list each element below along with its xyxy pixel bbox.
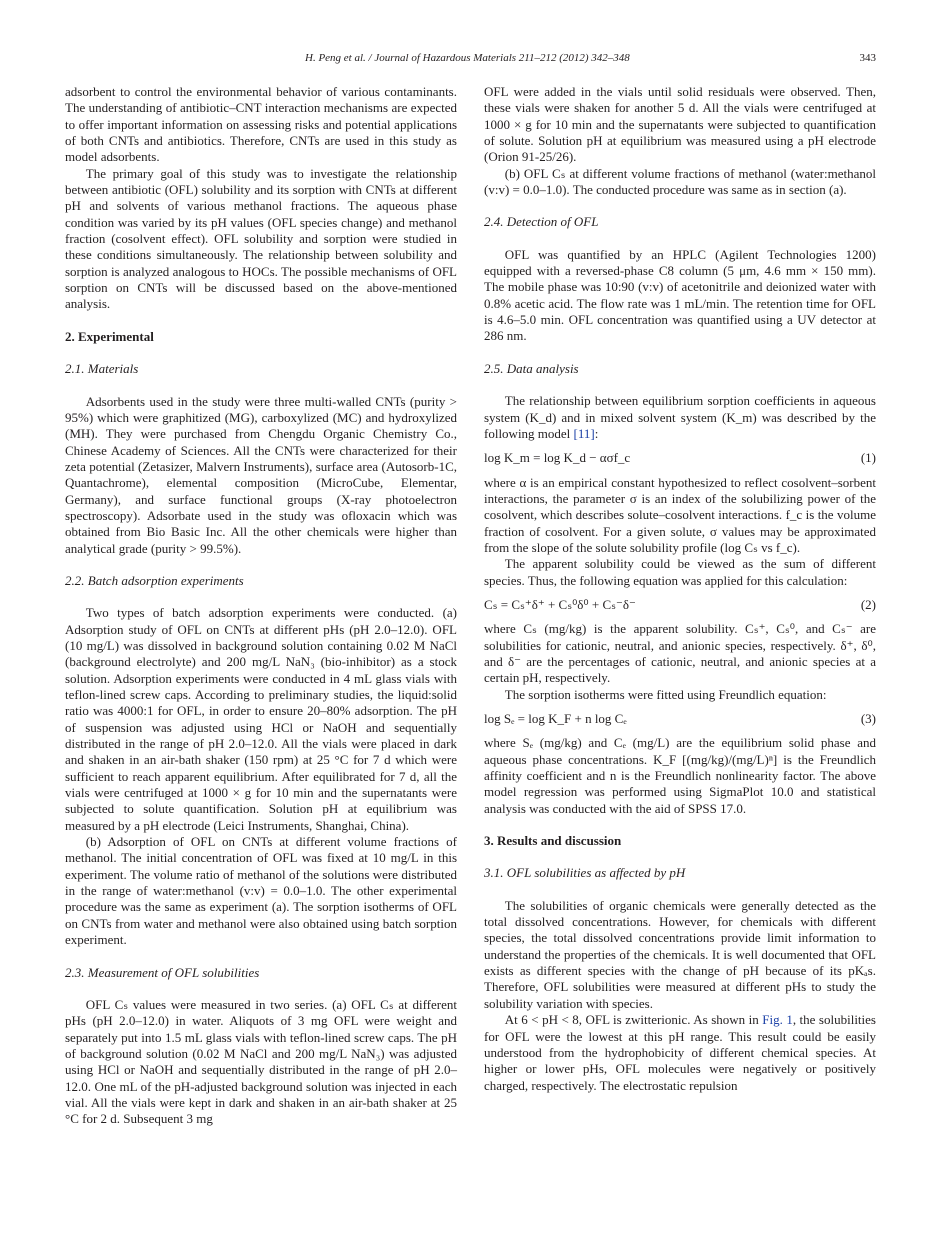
subsection-heading: 2.2. Batch adsorption experiments bbox=[65, 572, 244, 588]
paragraph: OFL was quantified by an HPLC (Agilent Technologies 1200) equipped with a reversed-phase C8 column (5 μm, 4.6 mm × 150 mm). The mobile phase was 10:90 (v:v) of acetonitrile and deionized water with 0.8% acetic acid. The flow rate was 1 mL/min. The retention time for OFL is 4.6–5.0 min. OFL concentration was quantified using a UV detector at 286 nm. bbox=[484, 246, 876, 344]
paragraph: adsorbent to control the environmental behavior of various contaminants. The understanding of antibiotic–CNT interaction mechanisms are expected to offer important information on assessing risks and potential applications of both CNTs and antibiotics. Therefore, CNTs are used in this study as model adsorbents. bbox=[65, 84, 457, 165]
equation-number: (1) bbox=[860, 450, 876, 466]
paragraph: OFL Cₛ values were measured in two series. (a) OFL Cₛ at different pHs (pH 2.0–12.0) in water. Aliquots of 3 mg OFL were weight and separately put into 1.5 mL glass vials with teflon-lined screw caps. The pH of background solution (0.02 M NaCl and 200 mg/L NaN₃) was adjusted using HCl or NaOH and sequentially distributed in the range of pH 2.0–12.0. One mL of the pH-adjusted background solution was injected in each vial. All the vials were kept in dark and shaken in an air-bath shaker at 25 °C for 2 d. Subsequent 3 mg bbox=[65, 996, 457, 1127]
subsection-heading: 2.3. Measurement of OFL solubilities bbox=[65, 964, 260, 980]
equation-number: (2) bbox=[860, 596, 876, 612]
equation-2 bbox=[484, 597, 876, 613]
paragraph: The sorption isotherms were fitted using Freundlich equation: bbox=[504, 686, 827, 702]
equation-body: log Sₑ = log K_F + n log Cₑ bbox=[484, 711, 627, 726]
paragraph: Two types of batch adsorption experiments were conducted. (a) Adsorption study of OFL on CNTs at different pHs (pH 2.0–12.0). OFL (10 mg/L) was dissolved in background solution containing 0.02 M NaCl (background electrolyte) and 200 mg/L NaN₃ (bio-inhibitor) as a stock solution. Adsorption experiments were conducted in 4 mL glass vials with teflon-lined screw caps. According to preliminary studies, the liquid:solid ratio was 4000:1 for OFL, in order to ensure 20–80% adsorption. The pH of suspension was adjusted using HCl or NaOH and sequentially distributed in the range of pH 2.0–12.0. All the vials were placed in dark and shaken in an air-bath shaker (150 rpm) at 25 °C for 7 d which were sufficient to reach apparent equilibrium. After equilibrated for 7 d, all the vials were centrifuged at 1000 × g for 10 min and the supernatants were subjected to solute quantification. Solution pH at equilibrium was measured by a pH electrode (Leici Instruments, Shanghai, China). bbox=[65, 605, 457, 833]
paragraph: where Sₑ (mg/kg) and Cₑ (mg/L) are the equilibrium solid phase and aqueous phase concentrations. K_F [(mg/kg)/(mg/L)ⁿ] is the Freundlich affinity coefficient and n is the Freundlich nonlinearity factor. The above model regression was performed using SigmaPlot 10.0 and statistical analysis was conducted with the aid of SPSS 17.0. bbox=[484, 735, 876, 816]
left-column bbox=[65, 84, 457, 1128]
equation-3 bbox=[484, 711, 876, 727]
paragraph: (b) OFL Cₛ at different volume fractions of methanol (water:methanol (v:v) = 0.0–1.0). The conducted procedure was same as in section (a). bbox=[484, 165, 876, 198]
paragraph: The apparent solubility could be viewed as the sum of different species. Thus, the following equation was applied for this calculation: bbox=[484, 556, 876, 588]
paragraph: (b) Adsorption of OFL on CNTs at different volume fractions of methanol. The initial concentration of OFL was fixed at 10 mg/L in this experiment. The volume ratio of methanol of the solutions were distributed in the range of water:methanol (v:v) = 0.0–1.0. The other experimental procedure was the same as experiment (a). The sorption isotherms of OFL on CNTs from water and methanol were also obtained using batch sorption experiment. bbox=[65, 834, 457, 948]
equation-1 bbox=[484, 450, 876, 466]
section-heading: 3. Results and discussion bbox=[484, 833, 622, 849]
paragraph: The primary goal of this study was to investigate the relationship between antibiotic (OFL) solubility and its sorption with CNTs at different pH and solvents of various methanol fractions. The aqueous phase condition was varied by its pH values (OFL species change) and methanol fraction (cosolvent effect). OFL solubility and sorption were studied in these conditions simultaneously. The relationship between solubility and sorption is analyzed analogous to HOCs. The possible mechanisms of OFL sorption on CNTs will be discussed based on the above-mentioned analysis. bbox=[65, 165, 457, 312]
paragraph-text: At 6 < pH < 8, OFL is zwitterionic. As shown in bbox=[504, 1012, 763, 1028]
paragraph bbox=[484, 1012, 876, 1094]
paragraph: Adsorbents used in the study were three multi-walled CNTs (purity > 95%) which were graphitized (MG), carboxylized (MC) and hydroxylized (MH). They were purchased from Chengdu Organic Chemistry Co., Chinese Academy of Sciences. All the CNTs were characterized for their zeta potential (Zetasizer, Malvern Instruments), surface area (Autosorb-1C, Quantachrome), elemental composition (MicroCube, Elementar, Germany), and surface functional groups (X-ray photoelectron spectroscopy). Adsorbate used in the study was ofloxacin which was obtained from Bio Basic Inc. All the other chemicals were higher than analytical grade (purity > 99.5%). bbox=[65, 393, 457, 556]
paragraph: where α is an empirical constant hypothesized to reflect cosolvent–sorbent interactions, the parameter σ is an index of the solubilizing power of the cosolvent, which describes solute–cosolvent interactions. f_c is the volume fraction of cosolvent. For a given solute, σ values may be approximated from the slope of the solute solubility profile (log Cₛ vs f_c). bbox=[484, 474, 876, 555]
paragraph: The solubilities of organic chemicals were generally detected as the total dissolved concentrations. However, for chemicals with different species, the total dissolved concentrations provide limit information to understand the properties of the chemicals. It is well documented that OFL exists as different species with the change of pH because of its pKₐs. Therefore, OFL solubilities were measured at different pHs to study the solubility variation with species. bbox=[484, 897, 876, 1011]
subsection-heading: 2.5. Data analysis bbox=[484, 360, 579, 376]
equation-number: (3) bbox=[860, 711, 876, 726]
right-column bbox=[484, 84, 876, 1094]
paragraph bbox=[484, 393, 876, 442]
punctuation: : bbox=[594, 425, 599, 441]
paragraph: where Cₛ (mg/kg) is the apparent solubility. Cₛ⁺, Cₛ⁰, and Cₛ⁻ are solubilities for cationic, neutral, and anionic species, respectively. δ⁺, δ⁰, and δ⁻ are the percentages of cationic, neutral, and anionic species at a certain pH, respectively. bbox=[484, 621, 876, 686]
section-heading: 2. Experimental bbox=[65, 328, 154, 344]
paragraph-text: , the solubilities for OFL were the lowest at this pH range. This result could be easily understood from the hydrophobicity of different chemical species. At higher or lower pHs, OFL molecules were negatively or positively charged, respectively. The electrostatic repulsion bbox=[484, 1012, 876, 1093]
subsection-heading: 2.1. Materials bbox=[65, 361, 139, 377]
paragraph-text: The relationship between equilibrium sorption coefficients in aqueous system (K_d) and in mixed solvent system (K_m) was described by the following model bbox=[484, 393, 876, 441]
equation-body: log K_m = log K_d − ασf_c bbox=[484, 450, 631, 466]
figure-link-1[interactable]: Fig. 1 bbox=[762, 1012, 793, 1028]
equation-body: Cₛ = Cₛ⁺δ⁺ + Cₛ⁰δ⁰ + Cₛ⁻δ⁻ bbox=[484, 596, 636, 612]
subsection-heading: 2.4. Detection of OFL bbox=[484, 214, 599, 230]
page-number: 343 bbox=[859, 52, 876, 64]
subsection-heading: 3.1. OFL solubilities as affected by pH bbox=[484, 865, 686, 881]
paragraph: OFL were added in the vials until solid residuals were observed. Then, these vials were shaken for another 5 d. All the vials were centrifuged at 1000 × g for 10 min and the supernatants were subjected to quantification of solute. Solution pH at equilibrium was measured using a pH electrode (Orion 91-25/26). bbox=[484, 84, 876, 165]
journal-citation: H. Peng et al. / Journal of Hazardous Materials 211–212 (2012) 342–348 bbox=[305, 52, 630, 64]
reference-link-11[interactable]: [11] bbox=[573, 425, 595, 441]
